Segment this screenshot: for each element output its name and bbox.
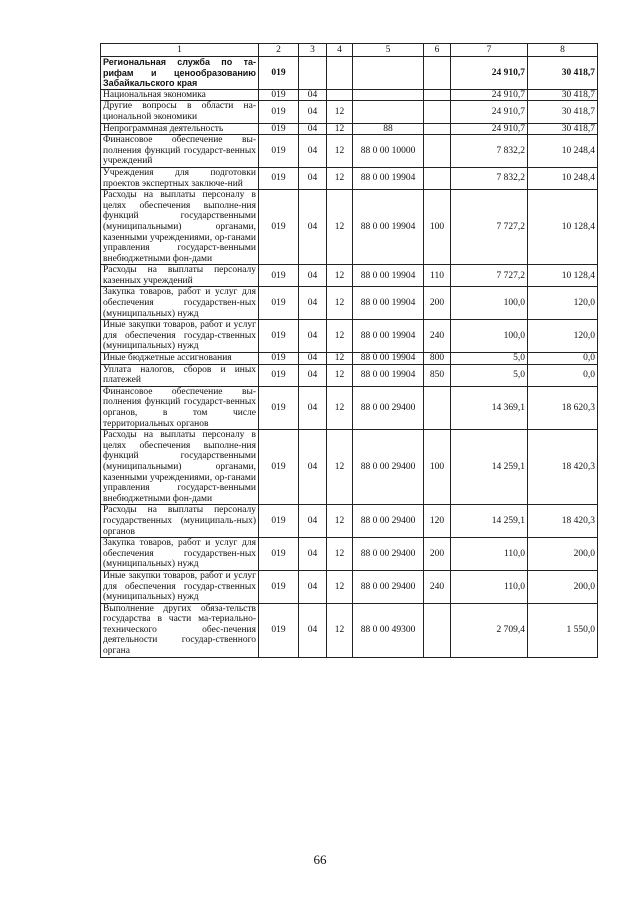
expense-type-cell bbox=[424, 167, 451, 189]
section-cell: 04 bbox=[299, 603, 327, 657]
header-cell: 1 bbox=[101, 44, 259, 57]
header-cell: 6 bbox=[424, 44, 451, 57]
subsection-cell: 12 bbox=[327, 364, 353, 386]
admin-code-cell: 019 bbox=[259, 353, 299, 365]
row-name-cell: Расходы на выплаты персоналу государственных (муниципаль-ных) органов bbox=[101, 505, 259, 538]
admin-code-cell: 019 bbox=[259, 123, 299, 135]
expense-type-cell bbox=[424, 603, 451, 657]
row-name-cell: Национальная экономика bbox=[101, 89, 259, 101]
table-row bbox=[101, 287, 598, 320]
expense-type-cell bbox=[424, 386, 451, 429]
table-row bbox=[101, 89, 598, 101]
subsection-cell: 12 bbox=[327, 570, 353, 603]
table-row bbox=[101, 570, 598, 603]
section-cell: 04 bbox=[299, 123, 327, 135]
admin-code-cell: 019 bbox=[259, 89, 299, 101]
table-row bbox=[101, 364, 598, 386]
header-cell: 5 bbox=[353, 44, 424, 57]
subsection-cell bbox=[327, 57, 353, 90]
subsection-cell: 12 bbox=[327, 320, 353, 353]
section-cell: 04 bbox=[299, 287, 327, 320]
section-cell: 04 bbox=[299, 320, 327, 353]
amount-year1-cell: 24 910,7 bbox=[451, 57, 528, 90]
amount-year1-cell: 110,0 bbox=[451, 570, 528, 603]
amount-year2-cell: 0,0 bbox=[528, 364, 598, 386]
target-article-cell: 88 0 00 10000 bbox=[353, 135, 424, 168]
amount-year2-cell: 18 420,3 bbox=[528, 505, 598, 538]
row-name-cell: Иные бюджетные ассигнования bbox=[101, 353, 259, 365]
row-name-cell: Финансовое обеспечение вы-полнения функций государст-венных учреждений bbox=[101, 135, 259, 168]
amount-year1-cell: 24 910,7 bbox=[451, 123, 528, 135]
row-name-cell: Иные закупки товаров, работ и услуг для обеспечения государ-ственных (муниципальных) нужд bbox=[101, 320, 259, 353]
amount-year1-cell: 110,0 bbox=[451, 538, 528, 571]
amount-year1-cell: 5,0 bbox=[451, 353, 528, 365]
expense-type-cell: 240 bbox=[424, 570, 451, 603]
subsection-cell: 12 bbox=[327, 135, 353, 168]
table-row bbox=[101, 123, 598, 135]
section-cell: 04 bbox=[299, 538, 327, 571]
amount-year2-cell: 30 418,7 bbox=[528, 123, 598, 135]
target-article-cell: 88 0 00 19904 bbox=[353, 167, 424, 189]
section-cell: 04 bbox=[299, 430, 327, 505]
target-article-cell: 88 0 00 19904 bbox=[353, 265, 424, 287]
expense-type-cell: 850 bbox=[424, 364, 451, 386]
target-article-cell: 88 0 00 29400 bbox=[353, 505, 424, 538]
subsection-cell: 12 bbox=[327, 123, 353, 135]
admin-code-cell: 019 bbox=[259, 167, 299, 189]
expense-type-cell: 240 bbox=[424, 320, 451, 353]
admin-code-cell: 019 bbox=[259, 190, 299, 265]
amount-year1-cell: 100,0 bbox=[451, 320, 528, 353]
section-cell: 04 bbox=[299, 135, 327, 168]
subsection-cell: 12 bbox=[327, 167, 353, 189]
subsection-cell: 12 bbox=[327, 101, 353, 123]
amount-year1-cell: 14 369,1 bbox=[451, 386, 528, 429]
subsection-cell bbox=[327, 89, 353, 101]
admin-code-cell: 019 bbox=[259, 538, 299, 571]
amount-year2-cell: 120,0 bbox=[528, 320, 598, 353]
table-row bbox=[101, 505, 598, 538]
table-row bbox=[101, 57, 598, 90]
table-row bbox=[101, 190, 598, 265]
target-article-cell: 88 0 00 29400 bbox=[353, 538, 424, 571]
amount-year2-cell: 200,0 bbox=[528, 538, 598, 571]
admin-code-cell: 019 bbox=[259, 101, 299, 123]
row-name-cell: Уплата налогов, сборов и иных платежей bbox=[101, 364, 259, 386]
section-cell bbox=[299, 57, 327, 90]
target-article-cell: 88 0 00 19904 bbox=[353, 190, 424, 265]
section-cell: 04 bbox=[299, 386, 327, 429]
subsection-cell: 12 bbox=[327, 505, 353, 538]
admin-code-cell: 019 bbox=[259, 505, 299, 538]
table-body bbox=[101, 44, 598, 658]
table-row bbox=[101, 320, 598, 353]
table-row bbox=[101, 603, 598, 657]
expense-type-cell: 200 bbox=[424, 538, 451, 571]
admin-code-cell: 019 bbox=[259, 603, 299, 657]
row-name-cell: Закупка товаров, работ и услуг для обеспечения государствен-ных (муниципальных) нужд bbox=[101, 287, 259, 320]
expense-type-cell: 120 bbox=[424, 505, 451, 538]
amount-year2-cell: 1 550,0 bbox=[528, 603, 598, 657]
row-name-cell: Иные закупки товаров, работ и услуг для обеспечения государ-ственных (муниципальных) нужд bbox=[101, 570, 259, 603]
target-article-cell: 88 0 00 29400 bbox=[353, 386, 424, 429]
admin-code-cell: 019 bbox=[259, 364, 299, 386]
target-article-cell bbox=[353, 101, 424, 123]
amount-year2-cell: 120,0 bbox=[528, 287, 598, 320]
table-row bbox=[101, 430, 598, 505]
amount-year1-cell: 7 832,2 bbox=[451, 135, 528, 168]
amount-year1-cell: 7 727,2 bbox=[451, 265, 528, 287]
admin-code-cell: 019 bbox=[259, 386, 299, 429]
row-name-cell: Другие вопросы в области на-циональной экономики bbox=[101, 101, 259, 123]
table-row bbox=[101, 265, 598, 287]
subsection-cell: 12 bbox=[327, 430, 353, 505]
target-article-cell: 88 0 00 19904 bbox=[353, 320, 424, 353]
header-cell: 3 bbox=[299, 44, 327, 57]
amount-year1-cell: 7 727,2 bbox=[451, 190, 528, 265]
table-row bbox=[101, 135, 598, 168]
row-name-cell: Закупка товаров, работ и услуг для обеспечения государствен-ных (муниципальных) нужд bbox=[101, 538, 259, 571]
expense-type-cell bbox=[424, 135, 451, 168]
target-article-cell: 88 0 00 19904 bbox=[353, 353, 424, 365]
budget-table bbox=[100, 43, 598, 658]
target-article-cell bbox=[353, 89, 424, 101]
section-cell: 04 bbox=[299, 265, 327, 287]
header-row bbox=[101, 44, 598, 57]
expense-type-cell bbox=[424, 101, 451, 123]
amount-year2-cell: 30 418,7 bbox=[528, 57, 598, 90]
expense-type-cell: 100 bbox=[424, 430, 451, 505]
table-row bbox=[101, 386, 598, 429]
target-article-cell: 88 0 00 19904 bbox=[353, 287, 424, 320]
amount-year1-cell: 2 709,4 bbox=[451, 603, 528, 657]
page-number: 66 bbox=[313, 852, 327, 867]
admin-code-cell: 019 bbox=[259, 57, 299, 90]
header-cell: 2 bbox=[259, 44, 299, 57]
expense-type-cell: 100 bbox=[424, 190, 451, 265]
admin-code-cell: 019 bbox=[259, 430, 299, 505]
amount-year2-cell: 30 418,7 bbox=[528, 101, 598, 123]
admin-code-cell: 019 bbox=[259, 135, 299, 168]
subsection-cell: 12 bbox=[327, 287, 353, 320]
section-cell: 04 bbox=[299, 353, 327, 365]
amount-year1-cell: 14 259,1 bbox=[451, 430, 528, 505]
amount-year2-cell: 10 128,4 bbox=[528, 265, 598, 287]
section-cell: 04 bbox=[299, 364, 327, 386]
amount-year2-cell: 10 248,4 bbox=[528, 135, 598, 168]
row-name-cell: Выполнение других обяза-тельств государства в части ма-териально-технического обес-печения деятельности государ-ственного органа bbox=[101, 603, 259, 657]
section-cell: 04 bbox=[299, 505, 327, 538]
amount-year1-cell: 24 910,7 bbox=[451, 101, 528, 123]
table-row bbox=[101, 167, 598, 189]
admin-code-cell: 019 bbox=[259, 320, 299, 353]
table-row bbox=[101, 353, 598, 365]
target-article-cell: 88 0 00 19904 bbox=[353, 364, 424, 386]
row-name-cell: Непрограммная деятельность bbox=[101, 123, 259, 135]
row-name-cell: Расходы на выплаты персоналу казенных учреждений bbox=[101, 265, 259, 287]
table-row bbox=[101, 538, 598, 571]
expense-type-cell: 110 bbox=[424, 265, 451, 287]
header-cell: 8 bbox=[528, 44, 598, 57]
section-cell: 04 bbox=[299, 101, 327, 123]
amount-year2-cell: 18 420,3 bbox=[528, 430, 598, 505]
subsection-cell: 12 bbox=[327, 265, 353, 287]
table-row bbox=[101, 101, 598, 123]
amount-year1-cell: 100,0 bbox=[451, 287, 528, 320]
amount-year2-cell: 200,0 bbox=[528, 570, 598, 603]
amount-year1-cell: 5,0 bbox=[451, 364, 528, 386]
subsection-cell: 12 bbox=[327, 353, 353, 365]
row-name-cell: Финансовое обеспечение вы-полнения функций государст-венных органов, в том числе территориальных органов bbox=[101, 386, 259, 429]
amount-year1-cell: 24 910,7 bbox=[451, 89, 528, 101]
amount-year1-cell: 7 832,2 bbox=[451, 167, 528, 189]
target-article-cell: 88 0 00 29400 bbox=[353, 430, 424, 505]
expense-type-cell: 800 bbox=[424, 353, 451, 365]
amount-year2-cell: 10 248,4 bbox=[528, 167, 598, 189]
expense-type-cell bbox=[424, 89, 451, 101]
expense-type-cell bbox=[424, 123, 451, 135]
amount-year1-cell: 14 259,1 bbox=[451, 505, 528, 538]
amount-year2-cell: 0,0 bbox=[528, 353, 598, 365]
expense-type-cell bbox=[424, 57, 451, 90]
subsection-cell: 12 bbox=[327, 190, 353, 265]
header-cell: 7 bbox=[451, 44, 528, 57]
target-article-cell: 88 bbox=[353, 123, 424, 135]
target-article-cell bbox=[353, 57, 424, 90]
section-cell: 04 bbox=[299, 89, 327, 101]
row-name-cell: Расходы на выплаты персоналу в целях обеспечения выполне-ния функций государственными (муниципальными) органами, казенными учреждениями, ор-ганами управления государст-венными внебюджетными фон-дами bbox=[101, 190, 259, 265]
header-cell: 4 bbox=[327, 44, 353, 57]
amount-year2-cell: 18 620,3 bbox=[528, 386, 598, 429]
target-article-cell: 88 0 00 29400 bbox=[353, 570, 424, 603]
admin-code-cell: 019 bbox=[259, 570, 299, 603]
admin-code-cell: 019 bbox=[259, 265, 299, 287]
expense-type-cell: 200 bbox=[424, 287, 451, 320]
row-name-cell: Расходы на выплаты персоналу в целях обеспечения выполне-ния функций государственными (муниципальными) органами, казенными учреждениями, ор-ганами управления государст-венными внебюджетными фон-дами bbox=[101, 430, 259, 505]
subsection-cell: 12 bbox=[327, 386, 353, 429]
section-cell: 04 bbox=[299, 167, 327, 189]
row-name-cell: Учреждения для подготовки проектов экспертных заключе-ний bbox=[101, 167, 259, 189]
target-article-cell: 88 0 00 49300 bbox=[353, 603, 424, 657]
section-cell: 04 bbox=[299, 570, 327, 603]
subsection-cell: 12 bbox=[327, 603, 353, 657]
row-name-cell: Региональная служба по та-рифам и ценообразованию Забайкальского края bbox=[101, 57, 259, 90]
amount-year2-cell: 30 418,7 bbox=[528, 89, 598, 101]
subsection-cell: 12 bbox=[327, 538, 353, 571]
amount-year2-cell: 10 128,4 bbox=[528, 190, 598, 265]
admin-code-cell: 019 bbox=[259, 287, 299, 320]
section-cell: 04 bbox=[299, 190, 327, 265]
